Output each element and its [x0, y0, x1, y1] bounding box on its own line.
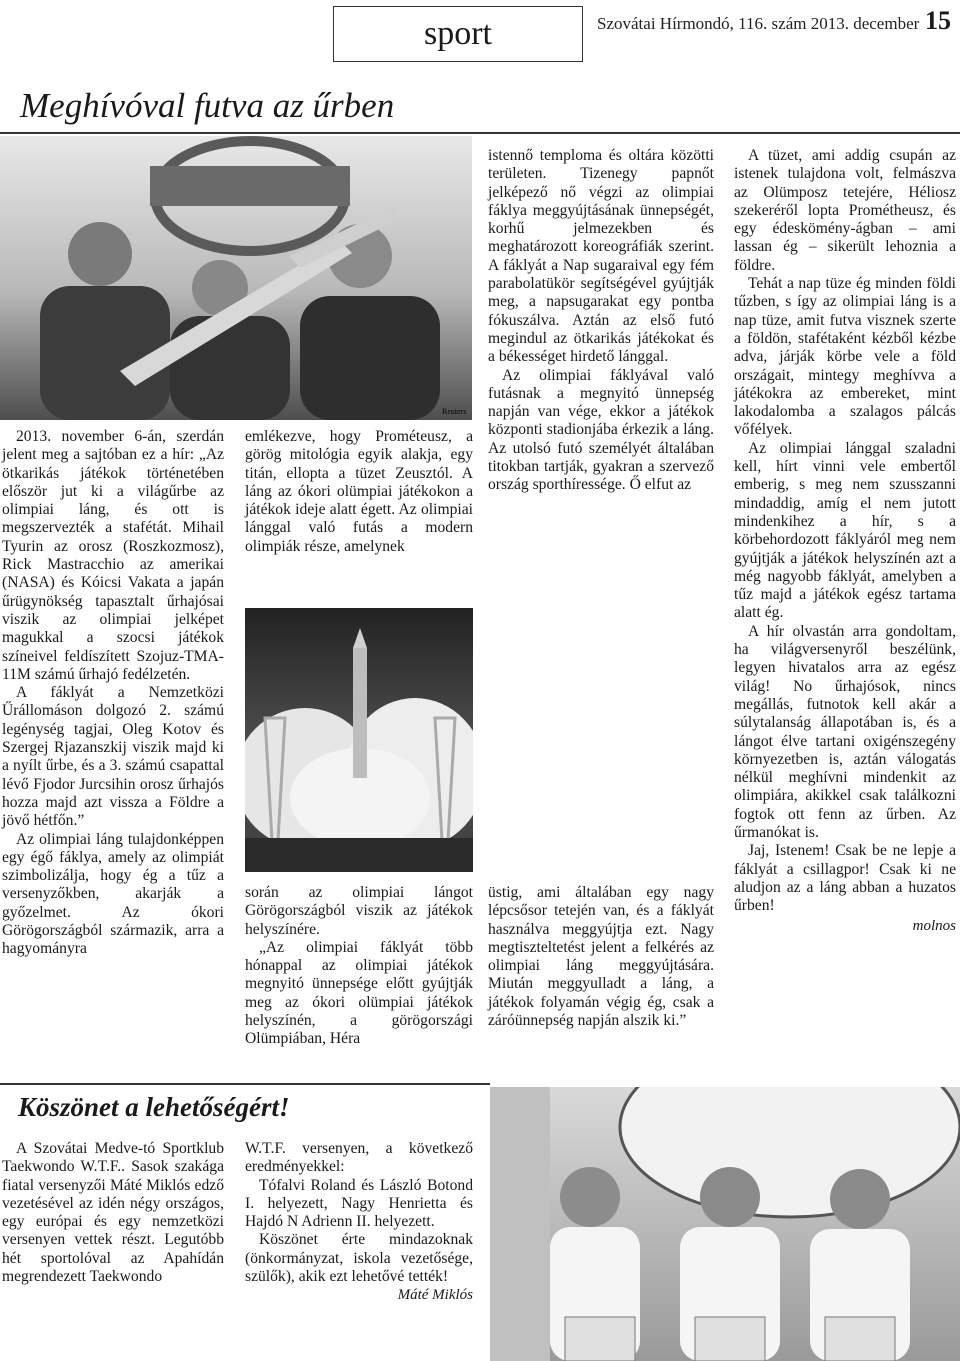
article-divider	[0, 1083, 490, 1085]
publication-info: Szovátai Hírmondó, 116. szám 2013. december	[597, 14, 920, 33]
paragraph: Jaj, Istenem! Csak be ne lepje a fáklyát a csillagpor! Csak ki ne aludjon az a láng abban a huzatos űrben!	[734, 842, 956, 915]
article-column-2-top	[245, 428, 473, 556]
taekwondo-illustration	[490, 1087, 960, 1361]
article-title: Meghívóval futva az űrben	[20, 86, 395, 125]
paragraph: „Az olimpiai fáklyát több hónappal az olimpiai játékok megnyitó ünnepsége előtt gyújtják meg az ókori olümpiai játékok helyszínén, a görögországi Olümpiában, Héra	[245, 938, 473, 1048]
paragraph: Az olimpiai láng tulajdonképpen egy égő fáklya, amely az olimpiát szimbolizálja, hogy ég a tűz a versenyzőkben, akarják a győzelmet. Az ókori Görögországból származik, arra a hagyományra	[2, 830, 224, 958]
page-number: 15	[925, 6, 951, 35]
paragraph: istennő temploma és oltára közötti területen. Tizenegy papnőt jelképező nő végzi az olimpiai fáklya meggyújtásának ünnepségét, korhű jelmezekben és meghatározott koreográfiák szerint. A fáklyát a Nap sugaraival egy fém parabolatükör segítségével gyújtják meg, a napsugarakat egy pontba fókuszálva. Aztán az első futó megindul az ötkarikás játékokat és a békességet hirdető lánggal.	[488, 147, 714, 366]
paragraph: Az olimpiai fáklyával való futásnak a megnyitó ünnepség napján van vége, ekkor a játékok központi stadionjába érkezik a láng. Az utolsó futó személyét általában titokban tartják, gyakran a szervező ország sporthíressége. Ő elfut az	[488, 366, 714, 494]
paragraph: emlékezve, hogy Prométeusz, a görög mitológia egyik alakja, egy titán, ellopta a tüzet Zeusztól. A láng az ókori olümpiai játékokon a játékok ideje alatt égett. Az olimpiai lánggal való futás a modern olimpiák része, amelynek	[245, 428, 473, 555]
rocket-illustration	[245, 608, 473, 872]
author-signature: molnos	[912, 918, 956, 935]
rocket-launch-photo	[245, 608, 473, 872]
article2-signature: Máté Miklós	[397, 1287, 473, 1304]
article2-title: Köszönet a lehetőségért!	[18, 1092, 290, 1122]
astronauts-torch-photo	[0, 136, 472, 420]
photo1-credit: Reuters	[442, 407, 467, 416]
paragraph: 2013. november 6-án, szerdán jelent meg a sajtóban ez a hír: „Az ötkarikás játékok történetében először jut ki a világűrbe az olimpiai láng, és ott is megszervezték a stafétát. Mihail Tyurin az orosz (Roszkozmosz), Rick Mastracchio az amerikai (NASA) és Kóicsi Vakata a japán űrügynökség tapasztalt űrhajósai viszik az olimpiai jelképet magukkal a szocsi játékok színeivel feldíszített Szojuz-TMA-11M számú űrhajó fedélzetén.	[2, 428, 224, 683]
paragraph: Tehát a nap tüze ég minden földi tűzben, s így az olimpiai láng is a nap tüze, amit futva visznek szerte a földön, stafétaként kézből kézbe adva, járják körbe vele a föld országait, mintegy meghívva a játékokra az embereket, mint lakodalomba a szalagos pálcás vőfélyek.	[734, 275, 956, 439]
section-label: sport	[333, 6, 583, 62]
paragraph: Köszönet érte mindazoknak (önkormányzat, iskola vezetősége, szülők), akik ezt lehetővé tették!	[245, 1231, 473, 1286]
article-column-3-bottom	[488, 884, 714, 1030]
paragraph: Tófalvi Roland és László Botond I. helyezett, Nagy Henrietta és Hajdó N Adrienn II. helyezett.	[245, 1176, 473, 1231]
paragraph: során az olimpiai lángot Görögországból viszik az játékok helyszínére.	[245, 884, 473, 938]
article2-column-1	[2, 1140, 224, 1286]
paragraph: A tüzet, ami addig csupán az istenek tulajdona volt, felmászva az Olümposz tetejére, Héliosz szekeréről lopta Prométheusz, és egy édeskömény-ágban – ami lassan ég – sikerült lehoznia a földre.	[734, 147, 956, 274]
paragraph: W.T.F. versenyen, a következő eredményekkel:	[245, 1140, 473, 1176]
taekwondo-team-photo	[490, 1087, 960, 1361]
article-column-4	[734, 147, 956, 936]
article-column-1	[2, 428, 224, 959]
article2-column-2	[245, 1140, 473, 1305]
article-column-3-top	[488, 147, 714, 495]
paragraph: Az olimpiai lánggal szaladni kell, hírt vinni vele embertől emberig, s meg nem szusszanni mindaddig, amíg el nem jutott mindenkihez a hír, s a körbehordozott fáklyáról meg nem gyújtják a játékok helyszínén azt a még nagyobb fáklyát, amelyben a tűz majd a játékok egész tartama alatt ég.	[734, 439, 956, 622]
paragraph: üstig, ami általában egy nagy lépcsősor tetején van, és a fáklyát használva meggyújtja ezt. Nagy megtiszteltetést jelent a felkérés az olimpiai láng meggyújtására. Miután meggyulladt a láng, a játékok folyamán végig ég, csak a záróünnepség napján alszik ki.”	[488, 884, 714, 1030]
paragraph: A fáklyát a Nemzetközi Űrállomáson dolgozó 2. számú legénység tagjai, Oleg Kotov és Szergej Rjazanszkij viszik majd ki a nyílt űrbe, és a 3. számú csapattal lévő Fjodor Jurcsihin orosz űrhajós hozza majd azt vissza a Földre a jövő hétfőn.”	[2, 684, 224, 830]
paragraph: A hír olvastán arra gondoltam, ha világversenyről beszélünk, legyen hivatalos arra az egész világ! No űrhajósok, nincs megállás, futnotok kell akár a súlytalanság állapotában is, és a lángot élve tartani oxigénszegény környezetben is, aztán válogatás nélkül meghívni mindenkit az olimpiára, akikkel csak találkozni fogtok ott fenn az űrben. Az űrmanókat is.	[734, 622, 956, 841]
paragraph: A Szovátai Medve-tó Sportklub Taekwondo W.T.F.. Sasok szakága fiatal versenyzői Máté Miklós edző vezetésével az idén négy országos, egy európai és egy nemzetközi versenyen vettek részt. Legutóbb hét sportolóval az Apahídán megrendezett Taekwondo	[2, 1140, 224, 1286]
article-column-2-bottom	[245, 884, 473, 1049]
astronauts-illustration	[0, 136, 472, 420]
title-divider	[0, 132, 960, 134]
